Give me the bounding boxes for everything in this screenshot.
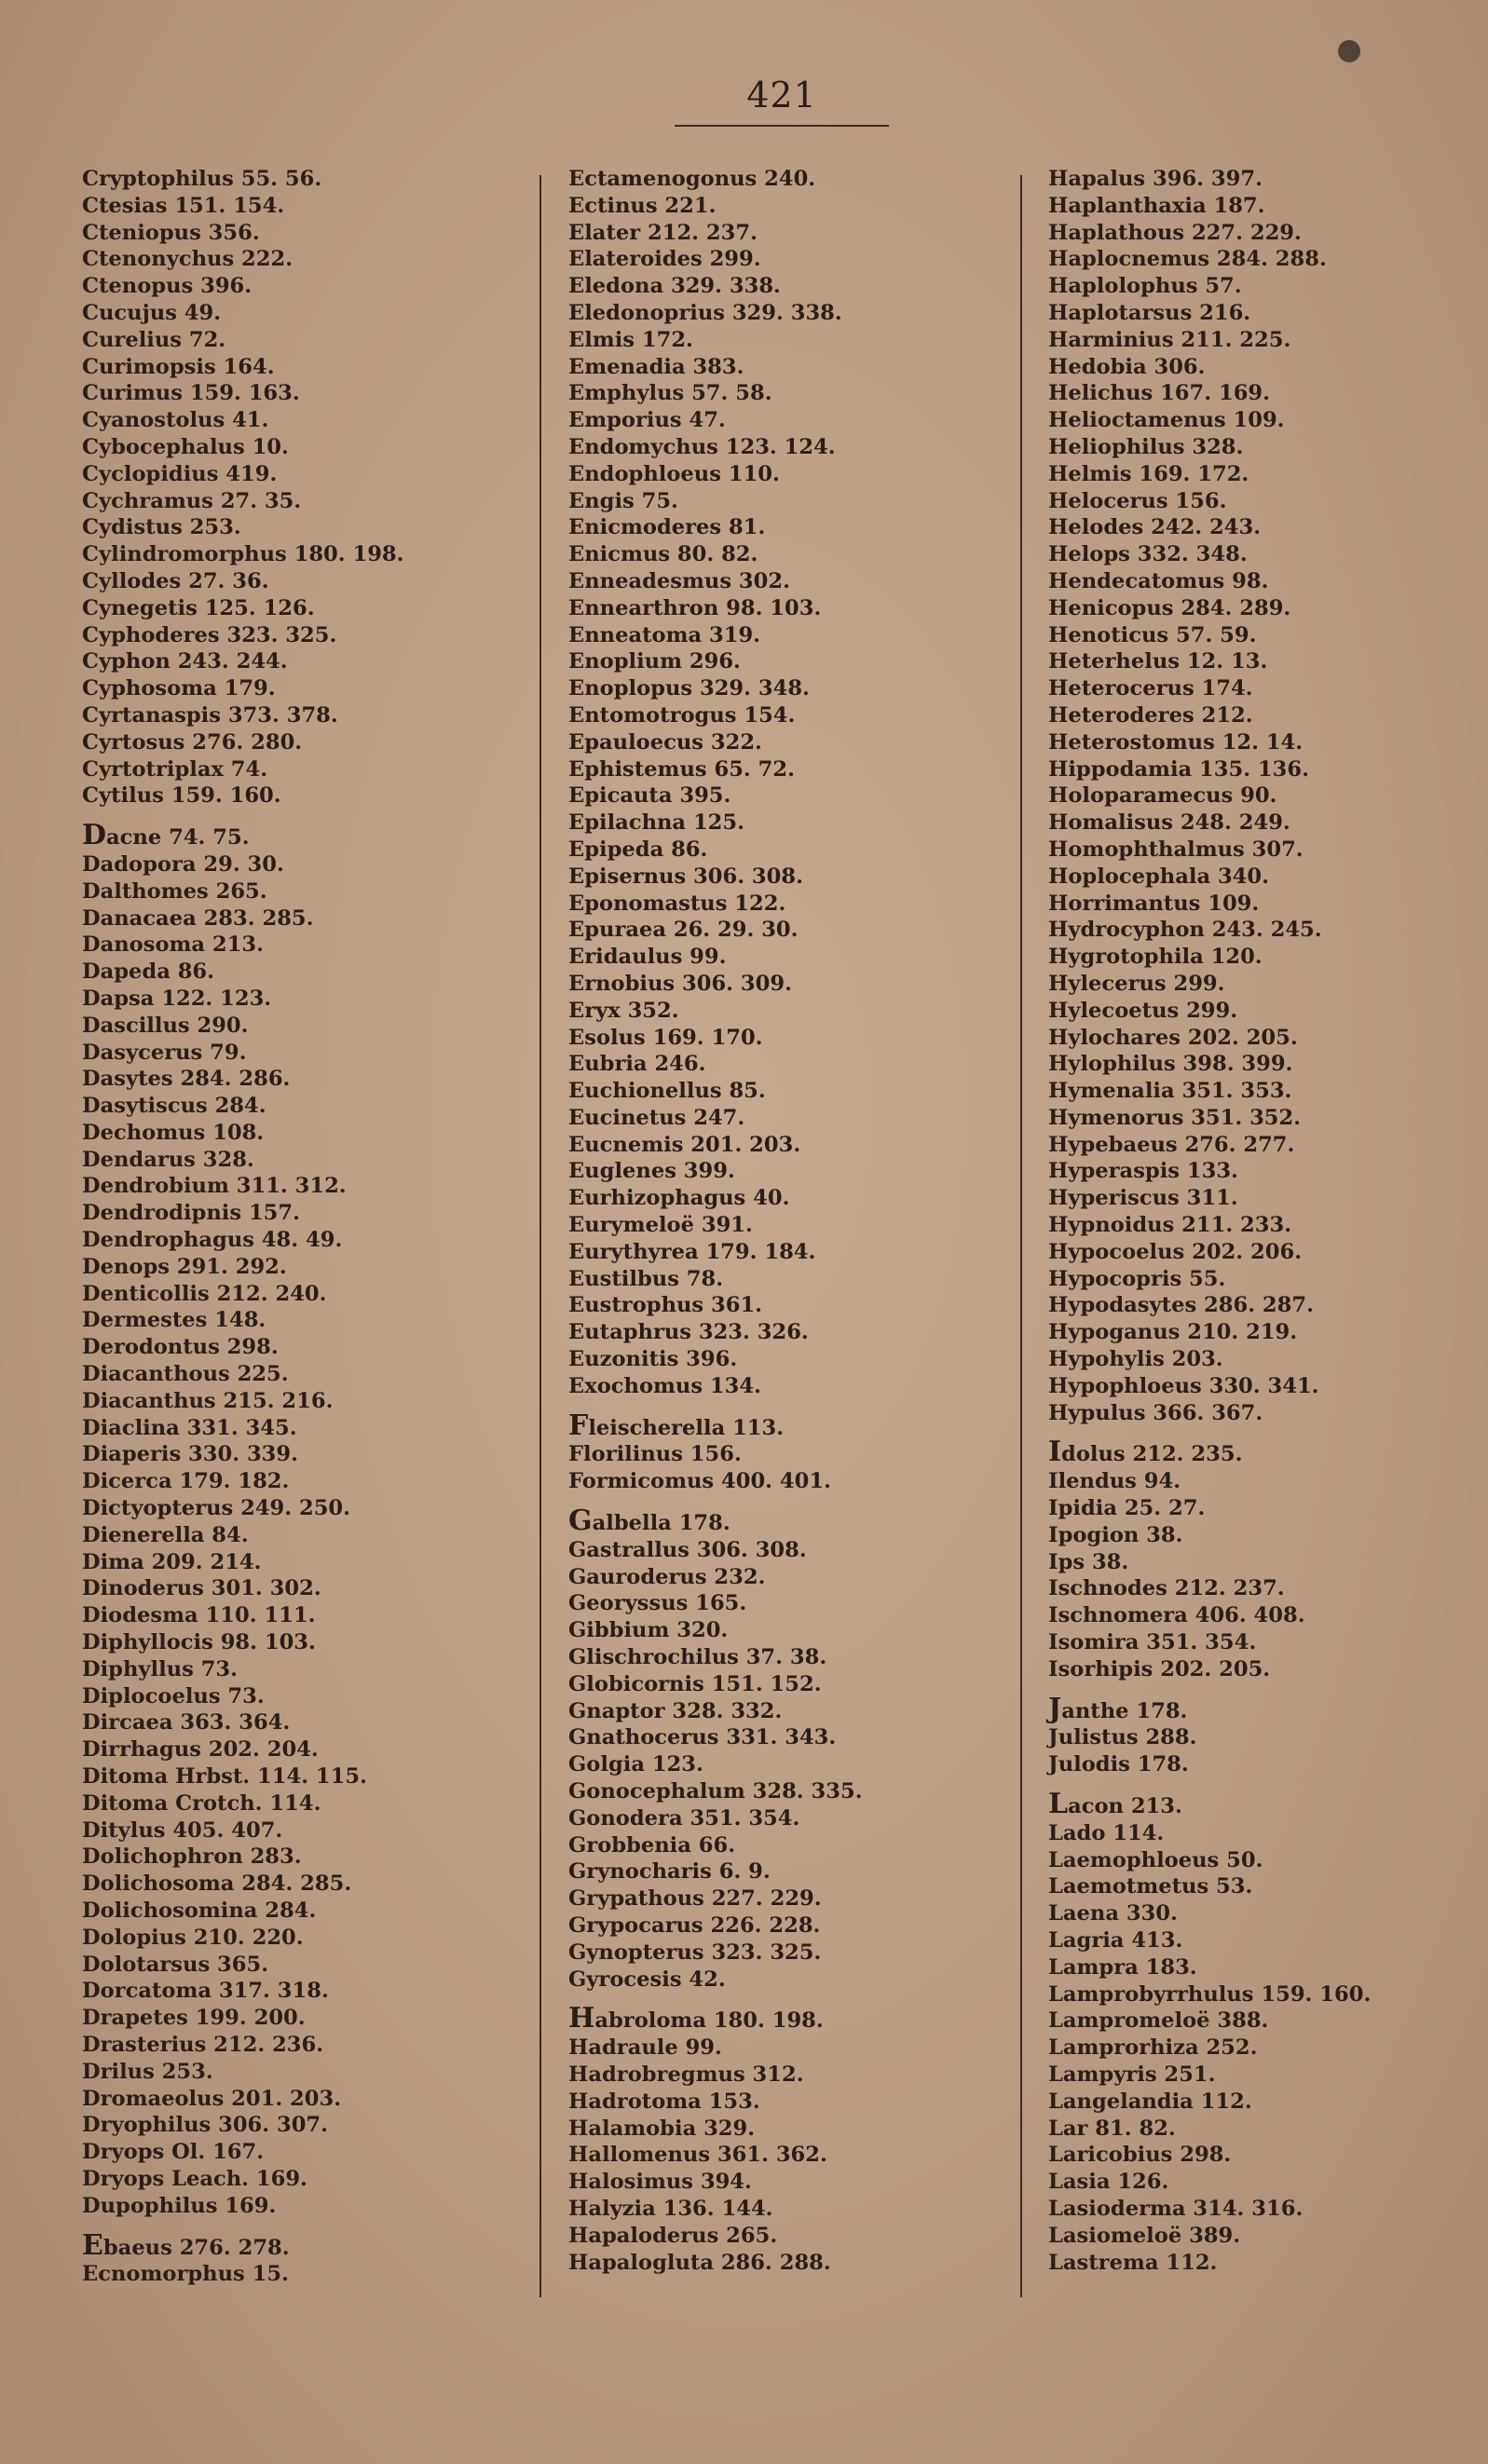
index-entry: Heterhelus 12. 13.	[1048, 649, 1268, 674]
index-entry: Diaclina 331. 345.	[82, 1415, 297, 1440]
index-entry: Emphylus 57. 58.	[568, 381, 772, 406]
index-entry: Epauloecus 322.	[568, 729, 762, 755]
index-entry: Heteroderes 212.	[1048, 702, 1253, 728]
index-entry: Laena 330.	[1048, 1901, 1178, 1926]
index-entry: Hylecerus 299.	[1048, 971, 1225, 996]
index-entry: Ectinus 221.	[568, 193, 717, 218]
index-entry: Hyperaspis 133.	[1048, 1159, 1238, 1184]
index-entry: Hadraule 99.	[568, 2035, 722, 2061]
index-entry: Gnaptor 328. 332.	[568, 1698, 783, 1723]
index-entry: Diphyllus 73.	[82, 1656, 239, 1681]
index-entry: Heterocerus 174.	[1048, 676, 1253, 701]
index-entry: Dryops Leach. 169.	[82, 2166, 307, 2191]
index-entry: Langelandia 112.	[1048, 2089, 1252, 2114]
index-entry: Lampra 183.	[1048, 1954, 1197, 1980]
index-entry: Dermestes 148.	[82, 1308, 266, 1333]
index-entry	[1048, 1692, 1371, 1725]
index-entry: Eucinetus 247.	[568, 1105, 745, 1130]
section-initial: J	[1048, 1692, 1062, 1725]
section-initial: H	[568, 2002, 595, 2035]
index-entry: Dasycerus 79.	[82, 1040, 247, 1065]
index-entry: Cucujus 49.	[82, 300, 222, 325]
index-entry: Ephistemus 65. 72.	[568, 756, 795, 782]
index-entry: Cryptophilus 55. 56.	[82, 167, 322, 191]
index-entry	[1048, 1788, 1371, 1821]
index-column-1	[82, 166, 404, 2288]
index-entry: Laemotmetus 53.	[1048, 1874, 1253, 1899]
index-entry: Dadopora 29. 30.	[82, 851, 284, 877]
index-entry: Gibbium 320.	[568, 1618, 729, 1643]
index-entry: Lasioderma 314. 316.	[1048, 2196, 1304, 2221]
index-entry: Dasytiscus 284.	[82, 1094, 266, 1119]
index-entry: Ips 38.	[1048, 1549, 1129, 1574]
index-entry: Emenadia 383.	[568, 354, 744, 379]
index-entry: Ctenopus 396.	[82, 274, 253, 299]
index-entry: Helops 332. 348.	[1048, 542, 1248, 567]
section-initial: L	[1048, 1788, 1069, 1821]
index-entry: Exochomus 134.	[568, 1373, 761, 1398]
index-entry: Diacanthous 225.	[82, 1362, 289, 1387]
index-entry: Haplocnemus 284. 288.	[1048, 247, 1327, 272]
index-entry: Lampyris 251.	[1048, 2062, 1216, 2087]
index-entry: Gyrocesis 42.	[568, 1967, 726, 1992]
index-entry: Homalisus 248. 249.	[1048, 810, 1290, 836]
index-entry: Laemophloeus 50.	[1048, 1847, 1263, 1872]
index-entry: Halamobia 329.	[568, 2116, 756, 2141]
index-entry: Harminius 211. 225.	[1048, 327, 1291, 352]
index-entry: Cytilus 159. 160.	[82, 783, 281, 809]
index-entry: Cyclopidius 419.	[82, 461, 278, 486]
index-entry: Helmis 169. 172.	[1048, 461, 1249, 486]
index-entry: Golgia 123.	[568, 1752, 703, 1777]
index-entry: Lar 81. 82.	[1048, 2116, 1176, 2141]
index-entry: Dascillus 290.	[82, 1013, 249, 1038]
index-entry: Gastrallus 306. 308.	[568, 1537, 807, 1562]
index-entry: Hymenorus 351. 352.	[1048, 1105, 1302, 1130]
index-entry: Hendecatomus 98.	[1048, 568, 1269, 593]
section-initial: F	[568, 1409, 589, 1442]
index-entry: Hypnoidus 211. 233.	[1048, 1213, 1292, 1238]
index-entry: Denops 291. 292.	[82, 1254, 287, 1279]
index-entry: Lampromeloë 388.	[1048, 2008, 1269, 2034]
index-entry: Halyzia 136. 144.	[568, 2196, 773, 2221]
index-entry: Dechomus 108.	[82, 1120, 265, 1145]
index-entry: Eubria 246.	[568, 1052, 706, 1077]
index-entry: Helioctamenus 109.	[1048, 408, 1285, 433]
index-entry: Eledonoprius 329. 338.	[568, 300, 842, 325]
index-entry: Eridaulus 99.	[568, 945, 727, 970]
index-entry: Hypebaeus 276. 277.	[1048, 1132, 1295, 1157]
index-entry: Cylindromorphus 180. 198.	[82, 542, 404, 567]
index-entry: Hylecoetus 299.	[1048, 998, 1238, 1023]
index-entry: Ditylus 405. 407.	[82, 1817, 283, 1843]
index-entry: Drasterius 212. 236.	[82, 2032, 324, 2057]
index-entry: Ditoma Hrbst. 114. 115.	[82, 1764, 367, 1790]
index-entry: Gonodera 351. 354.	[568, 1805, 800, 1831]
index-entry: Dorcatoma 317. 318.	[82, 1979, 329, 2004]
index-entry	[1048, 1436, 1371, 1469]
index-entry	[568, 2002, 863, 2035]
index-entry: Holoparamecus 90.	[1048, 783, 1277, 809]
index-entry: Eledona 329. 338.	[568, 274, 781, 299]
index-entry: Hyperiscus 311.	[1048, 1186, 1238, 1211]
index-entry: Elater 212. 237.	[568, 220, 758, 245]
index-entry: Gonocephalum 328. 335.	[568, 1779, 863, 1804]
index-entry: Epuraea 26. 29. 30.	[568, 918, 799, 943]
column-divider	[1020, 175, 1022, 2297]
index-entry: Ctesias 151. 154.	[82, 193, 285, 218]
index-entry: Dinoderus 301. 302.	[82, 1576, 321, 1601]
index-entry: Enicmoderes 81.	[568, 515, 766, 540]
index-entry: Lamprorhiza 252.	[1048, 2035, 1258, 2061]
index-entry: Hippodamia 135. 136.	[1048, 756, 1309, 782]
index-entry: Eurhizophagus 40.	[568, 1186, 790, 1211]
index-column-2	[568, 166, 863, 2276]
index-entry: Julodis 178.	[1048, 1752, 1189, 1777]
index-entry: Dirrhagus 202. 204.	[82, 1737, 319, 1763]
index-entry: Ipidia 25. 27.	[1048, 1496, 1206, 1521]
index-entry: Emporius 47.	[568, 408, 726, 433]
index-entry: Grynocharis 6. 9.	[568, 1859, 771, 1885]
index-entry: Drapetes 199. 200.	[82, 2006, 306, 2031]
index-entry: Hymenalia 351. 353.	[1048, 1079, 1292, 1104]
index-entry: Eutaphrus 323. 326.	[568, 1320, 809, 1345]
index-entry: Dasytes 284. 286.	[82, 1067, 291, 1092]
index-entry: Epipeda 86.	[568, 837, 708, 862]
index-entry: Hygrotophila 120.	[1048, 945, 1263, 970]
index-entry: Dupophilus 169.	[82, 2193, 277, 2218]
index-entry: Diplocoelus 73.	[82, 1683, 265, 1708]
index-entry: Diacanthus 215. 216.	[82, 1388, 334, 1413]
index-entry: Eryx 352.	[568, 998, 679, 1023]
index-entry: Cydistus 253.	[82, 515, 241, 540]
index-entry: Isorhipis 202. 205.	[1048, 1656, 1271, 1681]
index-entry	[568, 1504, 863, 1538]
index-entry: Hallomenus 361. 362.	[568, 2143, 827, 2168]
index-entry: Ennearthron 98. 103.	[568, 595, 822, 620]
index-entry: Ernobius 306. 309.	[568, 971, 792, 996]
index-entry: Julistus 288.	[1048, 1725, 1197, 1750]
index-entry: Grypathous 227. 229.	[568, 1886, 822, 1912]
index-entry: Hapaloderus 265.	[568, 2223, 778, 2248]
index-entry: Derodontus 298.	[82, 1335, 279, 1360]
index-entry-text: acne 74. 75.	[106, 825, 250, 851]
index-entry: Episernus 306. 308.	[568, 864, 803, 889]
index-entry: Hylochares 202. 205.	[1048, 1025, 1298, 1050]
index-entry: Ilendus 94.	[1048, 1469, 1181, 1494]
index-entry: Dendarus 328.	[82, 1147, 254, 1172]
index-entry: Hypocoelus 202. 206.	[1048, 1239, 1303, 1264]
index-entry: Cynegetis 125. 126.	[82, 595, 315, 620]
index-entry: Hadrobregmus 312.	[568, 2062, 804, 2087]
index-entry: Helocerus 156.	[1048, 488, 1227, 513]
index-entry: Entomotrogus 154.	[568, 702, 796, 728]
index-entry: Gnathocerus 331. 343.	[568, 1725, 837, 1750]
index-entry: Hypophloeus 330. 341.	[1048, 1373, 1319, 1398]
index-entry: Georyssus 165.	[568, 1591, 747, 1616]
index-entry: Hylophilus 398. 399.	[1048, 1052, 1293, 1077]
index-entry: Enoplopus 329. 348.	[568, 676, 810, 701]
page-number: 421	[746, 75, 817, 116]
index-entry: Halosimus 394.	[568, 2170, 752, 2195]
index-entry: Lasiomeloë 389.	[1048, 2223, 1241, 2248]
index-entry: Eucnemis 201. 203.	[568, 1132, 801, 1157]
index-entry: Danosoma 213.	[82, 933, 264, 958]
index-entry: Dolichosoma 284. 285.	[82, 1872, 352, 1897]
index-entry: Cyanostolus 41.	[82, 408, 269, 433]
index-entry-text: abroloma 180. 198.	[594, 2008, 824, 2034]
index-entry: Eponomastus 122.	[568, 891, 786, 916]
index-entry: Cyrtosus 276. 280.	[82, 729, 303, 755]
index-entry: Formicomus 400. 401.	[568, 1469, 831, 1494]
index-column-3	[1048, 166, 1371, 2276]
index-entry: Curimus 159. 163.	[82, 381, 300, 406]
index-entry: Glischrochilus 37. 38.	[568, 1645, 827, 1670]
index-entry: Ischnomera 406. 408.	[1048, 1603, 1305, 1628]
index-entry-text: albella 178.	[592, 1511, 730, 1536]
index-entry: Heterostomus 12. 14.	[1048, 729, 1304, 755]
index-entry	[568, 1409, 863, 1442]
index-entry: Lastrema 112.	[1048, 2250, 1218, 2275]
index-entry: Haplanthaxia 187.	[1048, 193, 1265, 218]
index-entry: Dendrobium 311. 312.	[82, 1174, 347, 1199]
index-entry: Ecnomorphus 15.	[82, 2262, 289, 2287]
index-entry: Diaperis 330. 339.	[82, 1442, 298, 1467]
index-entry: Curimopsis 164.	[82, 354, 275, 379]
index-entry: Endophloeus 110.	[568, 461, 780, 486]
index-entry: Endomychus 123. 124.	[568, 434, 836, 459]
section-initial: E	[82, 2228, 103, 2262]
index-entry: Helodes 242. 243.	[1048, 515, 1262, 540]
index-entry: Lamprobyrrhulus 159. 160.	[1048, 1981, 1372, 2007]
index-entry-text: dolus 212. 235.	[1061, 1442, 1243, 1467]
index-entry: Heliophilus 328.	[1048, 434, 1244, 459]
index-entry: Eurymeloë 391.	[568, 1213, 753, 1238]
index-entry: Cyllodes 27. 36.	[82, 568, 269, 593]
index-entry: Gauroderus 232.	[568, 1564, 766, 1589]
index-entry: Grypocarus 226. 228.	[568, 1913, 821, 1938]
index-entry: Homophthalmus 307.	[1048, 837, 1304, 862]
index-entry: Lasia 126.	[1048, 2170, 1169, 2195]
index-entry: Enoplium 296.	[568, 649, 741, 674]
index-entry: Horrimantus 109.	[1048, 891, 1260, 916]
index-entry-text: anthe 178.	[1061, 1698, 1188, 1723]
section-initial: G	[568, 1504, 593, 1538]
index-entry: Hypoganus 210. 219.	[1048, 1320, 1298, 1345]
index-entry: Dryophilus 306. 307.	[82, 2113, 329, 2138]
index-entry: Hoplocephala 340.	[1048, 864, 1269, 889]
index-entry: Ipogion 38.	[1048, 1522, 1183, 1547]
index-entry: Enicmus 80. 82.	[568, 542, 758, 567]
index-entry: Epicauta 395.	[568, 783, 731, 809]
index-entry: Engis 75.	[568, 488, 678, 513]
index-entry: Eustilbus 78.	[568, 1266, 724, 1291]
index-entry: Lado 114.	[1048, 1820, 1165, 1845]
index-entry: Dapeda 86.	[82, 960, 215, 985]
index-entry: Euzonitis 396.	[568, 1347, 738, 1372]
index-entry-text: baeus 276. 278.	[102, 2235, 290, 2260]
index-entry: Dapsa 122. 123.	[82, 986, 272, 1011]
index-entry: Dolichophron 283.	[82, 1845, 302, 1870]
index-entry: Drilus 253.	[82, 2059, 213, 2084]
section-initial: D	[82, 819, 107, 852]
index-entry: Haplotarsus 216.	[1048, 300, 1251, 325]
index-entry: Eustrophus 361.	[568, 1293, 763, 1318]
index-entry: Cyphoderes 323. 325.	[82, 622, 337, 647]
index-entry: Florilinus 156.	[568, 1442, 742, 1467]
index-entry: Esolus 169. 170.	[568, 1025, 763, 1050]
index-entry: Dolopius 210. 220.	[82, 1925, 304, 1950]
index-entry: Ischnodes 212. 237.	[1048, 1576, 1285, 1601]
index-entry: Laricobius 298.	[1048, 2143, 1232, 2168]
index-entry: Elmis 172.	[568, 327, 693, 352]
index-entry: Epilachna 125.	[568, 810, 744, 836]
index-entry: Hydrocyphon 243. 245.	[1048, 918, 1322, 943]
index-entry: Hypohylis 203.	[1048, 1347, 1223, 1372]
index-entry: Dalthomes 265.	[82, 878, 267, 904]
index-entry: Helichus 167. 169.	[1048, 381, 1271, 406]
index-entry: Ctenonychus 222.	[82, 247, 294, 272]
index-entry	[82, 2228, 404, 2262]
index-entry: Henicopus 284. 289.	[1048, 595, 1291, 620]
index-entry: Cteniopus 356.	[82, 220, 260, 245]
index-entry: Cyphosoma 179.	[82, 676, 276, 701]
index-entry: Isomira 351. 354.	[1048, 1630, 1257, 1655]
header-rule	[675, 125, 889, 127]
index-entry: Euchionellus 85.	[568, 1079, 766, 1104]
index-entry: Dircaea 363. 364.	[82, 1710, 291, 1736]
index-entry: Cychramus 27. 35.	[82, 488, 302, 513]
index-entry: Dictyopterus 249. 250.	[82, 1496, 351, 1521]
index-entry: Henoticus 57. 59.	[1048, 622, 1257, 647]
index-entry: Hypocopris 55.	[1048, 1266, 1226, 1291]
index-entry: Enneatoma 319.	[568, 622, 761, 647]
index-entry: Grobbenia 66.	[568, 1832, 736, 1858]
index-entry: Dicerca 179. 182.	[82, 1469, 290, 1494]
index-entry: Cyrtotriplax 74.	[82, 756, 268, 782]
index-entry: Cyphon 243. 244.	[82, 649, 288, 674]
index-entry: Dromaeolus 201. 203.	[82, 2086, 342, 2111]
index-entry: Ectamenogonus 240.	[568, 167, 816, 191]
index-entry: Dendrodipnis 157.	[82, 1201, 300, 1226]
index-entry: Curelius 72.	[82, 327, 226, 352]
index-entry: Euglenes 399.	[568, 1159, 735, 1184]
index-entry: Diodesma 110. 111.	[82, 1603, 316, 1628]
index-entry-text: acon 213.	[1068, 1794, 1182, 1819]
index-entry: Dienerella 84.	[82, 1522, 249, 1547]
index-entry-text: leischerella 113.	[588, 1415, 785, 1440]
index-entry: Haplolophus 57.	[1048, 274, 1242, 299]
column-divider	[539, 175, 541, 2297]
index-entry: Elateroides 299.	[568, 247, 761, 272]
index-entry: Cybocephalus 10.	[82, 434, 289, 459]
index-entry: Hedobia 306.	[1048, 354, 1206, 379]
index-entry: Dendrophagus 48. 49.	[82, 1228, 343, 1253]
index-entry: Diphyllocis 98. 103.	[82, 1630, 316, 1655]
index-entry: Dima 209. 214.	[82, 1549, 262, 1574]
index-entry: Hapalus 396. 397.	[1048, 167, 1263, 191]
index-entry: Haplathous 227. 229.	[1048, 220, 1302, 245]
index-entry: Ditoma Crotch. 114.	[82, 1790, 321, 1816]
index-entry: Dolotarsus 365.	[82, 1952, 269, 1977]
index-entry: Globicornis 151. 152.	[568, 1671, 822, 1696]
index-entry	[82, 819, 404, 852]
index-entry: Hypodasytes 286. 287.	[1048, 1293, 1314, 1318]
index-entry: Hadrotoma 153.	[568, 2089, 760, 2114]
index-entry: Enneadesmus 302.	[568, 568, 790, 593]
index-entry: Gynopterus 323. 325.	[568, 1940, 822, 1965]
index-entry: Cyrtanaspis 373. 378.	[82, 702, 338, 728]
index-entry: Denticollis 212. 240.	[82, 1281, 327, 1306]
index-entry: Dolichosomina 284.	[82, 1899, 317, 1923]
index-entry: Hapalogluta 286. 288.	[568, 2250, 831, 2275]
index-entry: Eurythyrea 179. 184.	[568, 1239, 816, 1264]
ink-smudge	[1338, 40, 1360, 62]
index-entry: Danacaea 283. 285.	[82, 905, 314, 931]
index-entry: Lagria 413.	[1048, 1928, 1183, 1953]
index-entry: Hypulus 366. 367.	[1048, 1400, 1263, 1425]
section-initial: I	[1048, 1436, 1062, 1469]
index-entry: Dryops Ol. 167.	[82, 2140, 265, 2165]
